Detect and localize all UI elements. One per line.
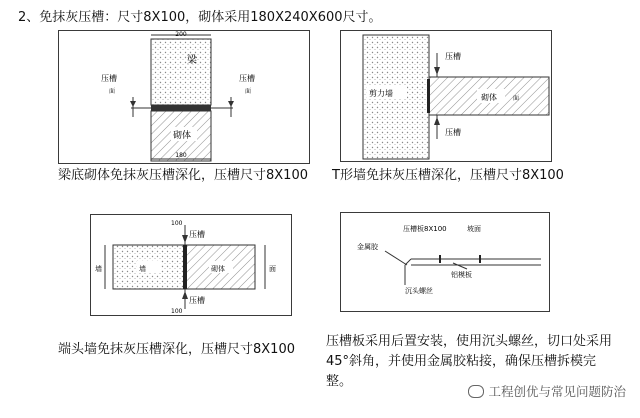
wechat-icon [468, 385, 484, 398]
left-label: 墙 [95, 265, 102, 273]
beam-bottom-drawing [59, 31, 309, 163]
groove-label-right: 压槽 [239, 74, 255, 83]
groove-note-right: 面 [245, 88, 252, 95]
groove-plate-drawing [341, 213, 549, 311]
caption-groove-plate: 压槽板采用后置安装，使用沉头螺丝，切口处采用45°斜角，并使用金属胶粘接，确保压槽拆模完整。 [326, 334, 613, 389]
figure-groove-plate [340, 212, 550, 312]
center-label: 砌体 [211, 265, 225, 273]
side-note: 面 [513, 95, 520, 102]
dim-top-label: 200 [175, 31, 187, 38]
side-label: 面 [269, 265, 276, 273]
aluminum-form-label: 铝模板 [451, 271, 472, 279]
left-wall-label: 墙 [139, 265, 146, 273]
watermark [468, 382, 626, 400]
metal-glue-label: 金属胶 [357, 243, 378, 251]
masonry-label: 砌体 [481, 93, 497, 102]
groove-label-top: 压槽 [189, 230, 205, 239]
t-wall-drawing [341, 31, 551, 161]
groove-label-top: 压槽 [445, 52, 461, 61]
figure-end-wall [90, 214, 292, 316]
groove-label-left: 压槽 [101, 74, 117, 83]
wall-surface-label: 坡面 [467, 225, 481, 233]
groove-label-bottom: 压槽 [445, 128, 461, 137]
dim-bottom-label: 180 [175, 152, 187, 159]
dim-top-label: 100 [171, 220, 183, 227]
figure-t-wall [340, 30, 552, 162]
plate-label: 压槽板8X100 [403, 225, 447, 233]
caption-t-wall: T形墙免抹灰压槽深化，压槽尺寸8X100 [332, 168, 564, 183]
groove-label-bottom: 压槽 [189, 296, 205, 305]
masonry-label: 砌体 [173, 131, 192, 141]
caption-end-wall: 端头墙免抹灰压槽深化，压槽尺寸8X100 [58, 342, 295, 357]
caption-beam-bottom: 梁底砌体免抹灰压槽深化，压槽尺寸8X100 [58, 168, 308, 183]
beam-label: 梁 [187, 55, 197, 66]
screw-label: 沉头螺丝 [405, 287, 433, 295]
figure-beam-bottom [58, 30, 310, 164]
shear-wall-label: 剪力墙 [369, 89, 393, 98]
watermark-text: 工程创优与常见问题防治 [488, 384, 626, 399]
section-heading: 2、免抹灰压槽：尺寸8X100，砌体采用180X240X600尺寸。 [18, 10, 382, 25]
dim-bottom-label: 100 [171, 308, 183, 315]
groove-note-left: 面 [109, 88, 116, 95]
end-wall-drawing [91, 215, 291, 315]
